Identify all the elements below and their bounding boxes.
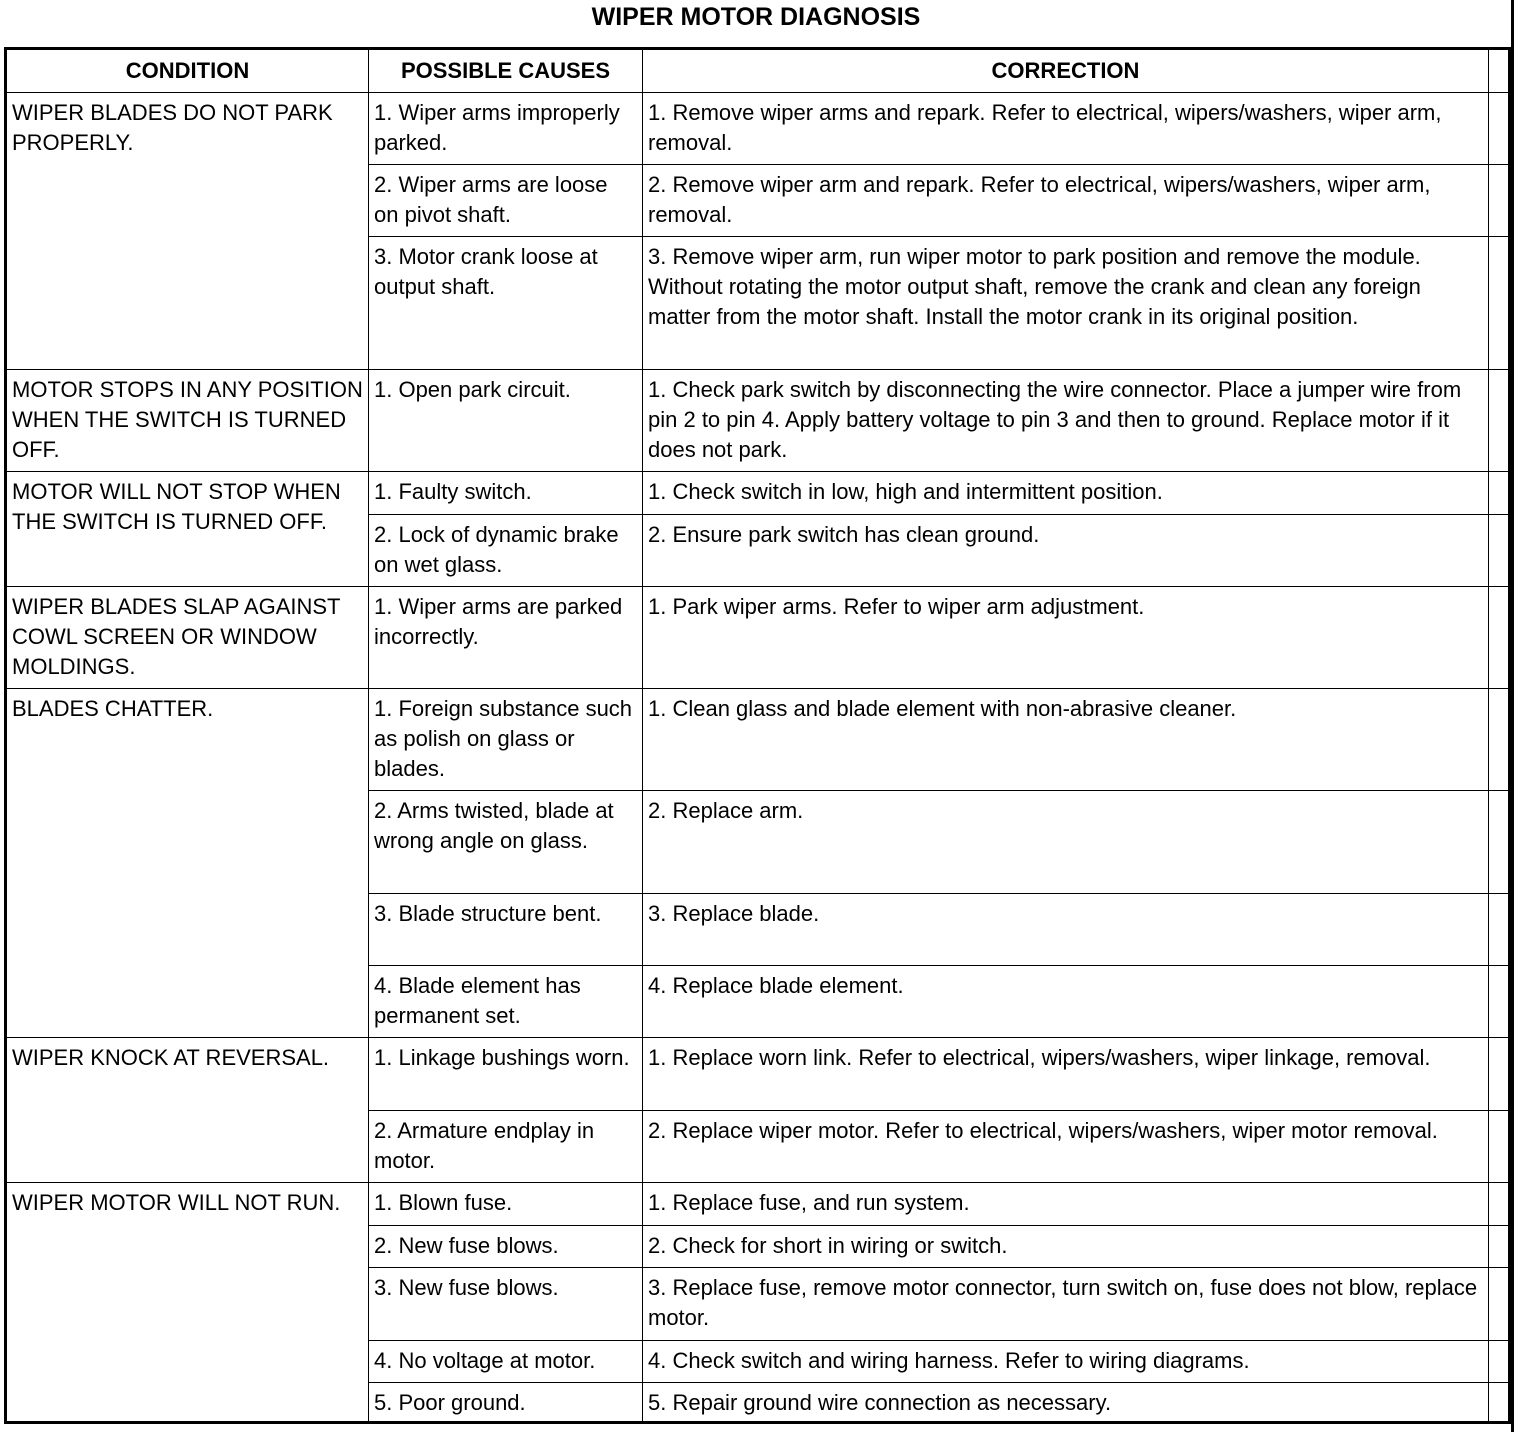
header-row xyxy=(6,49,1510,93)
correction-cell: 2. Replace wiper motor. Refer to electrical, wipers/washers, wiper motor removal. xyxy=(643,1111,1489,1183)
correction-cell: 3. Replace fuse, remove motor connector, turn switch on, fuse does not blow, replace motor. xyxy=(643,1268,1489,1341)
condition-cell: MOTOR STOPS IN ANY POSITION WHEN THE SWITCH IS TURNED OFF. xyxy=(6,370,369,472)
condition-cell: BLADES CHATTER. xyxy=(6,689,369,1038)
blank-cell xyxy=(1489,472,1510,515)
condition-cell: WIPER BLADES SLAP AGAINST COWL SCREEN OR WINDOW MOLDINGS. xyxy=(6,587,369,689)
blank-cell xyxy=(1489,966,1510,1038)
blank-cell xyxy=(1489,515,1510,587)
table-row xyxy=(6,472,1510,515)
blank-cell xyxy=(1489,1038,1510,1111)
header-blank xyxy=(1489,49,1510,93)
blank-cell xyxy=(1489,1183,1510,1226)
header-condition: CONDITION xyxy=(6,49,369,93)
cause-cell: 5. Poor ground. xyxy=(369,1383,643,1423)
table-row xyxy=(6,93,1510,165)
condition-cell: WIPER BLADES DO NOT PARK PROPERLY. xyxy=(6,93,369,370)
cause-cell: 3. Blade structure bent. xyxy=(369,894,643,966)
diagnosis-table xyxy=(4,47,1511,1424)
cause-cell: 1. Faulty switch. xyxy=(369,472,643,515)
correction-cell: 3. Replace blade. xyxy=(643,894,1489,966)
correction-cell: 2. Remove wiper arm and repark. Refer to electrical, wipers/washers, wiper arm, removal. xyxy=(643,165,1489,237)
cause-cell: 3. Motor crank loose at output shaft. xyxy=(369,237,643,370)
correction-cell: 4. Check switch and wiring harness. Refer to wiring diagrams. xyxy=(643,1341,1489,1383)
cause-cell: 1. Linkage bushings worn. xyxy=(369,1038,643,1111)
blank-cell xyxy=(1489,165,1510,237)
cause-cell: 3. New fuse blows. xyxy=(369,1268,643,1341)
correction-cell: 2. Ensure park switch has clean ground. xyxy=(643,515,1489,587)
blank-cell xyxy=(1489,894,1510,966)
blank-cell xyxy=(1489,1383,1510,1423)
correction-cell: 1. Replace worn link. Refer to electrical, wipers/washers, wiper linkage, removal. xyxy=(643,1038,1489,1111)
correction-cell: 1. Remove wiper arms and repark. Refer to electrical, wipers/washers, wiper arm, removal. xyxy=(643,93,1489,165)
blank-cell xyxy=(1489,1341,1510,1383)
cause-cell: 1. Open park circuit. xyxy=(369,370,643,472)
blank-cell xyxy=(1489,1111,1510,1183)
table-row xyxy=(6,370,1510,472)
cause-cell: 2. Armature endplay in motor. xyxy=(369,1111,643,1183)
cause-cell: 1. Foreign substance such as polish on glass or blades. xyxy=(369,689,643,791)
cause-cell: 1. Blown fuse. xyxy=(369,1183,643,1226)
blank-cell xyxy=(1489,370,1510,472)
correction-cell: 3. Remove wiper arm, run wiper motor to park position and remove the module. Without rotating the motor output shaft, remove the crank and clean any foreign matter from the motor shaft. Install the motor crank in its original position. xyxy=(643,237,1489,370)
blank-cell xyxy=(1489,1226,1510,1268)
cause-cell: 2. Wiper arms are loose on pivot shaft. xyxy=(369,165,643,237)
table-row xyxy=(6,1038,1510,1111)
page-title: WIPER MOTOR DIAGNOSIS xyxy=(591,3,921,31)
correction-cell: 1. Park wiper arms. Refer to wiper arm adjustment. xyxy=(643,587,1489,689)
correction-cell: 1. Replace fuse, and run system. xyxy=(643,1183,1489,1226)
blank-cell xyxy=(1489,1268,1510,1341)
cause-cell: 1. Wiper arms improperly parked. xyxy=(369,93,643,165)
cause-cell: 2. Arms twisted, blade at wrong angle on glass. xyxy=(369,791,643,894)
cause-cell: 1. Wiper arms are parked incorrectly. xyxy=(369,587,643,689)
cause-cell: 2. Lock of dynamic brake on wet glass. xyxy=(369,515,643,587)
cause-cell: 2. New fuse blows. xyxy=(369,1226,643,1268)
cause-cell: 4. Blade element has permanent set. xyxy=(369,966,643,1038)
condition-cell: WIPER MOTOR WILL NOT RUN. xyxy=(6,1183,369,1423)
blank-cell xyxy=(1489,237,1510,370)
condition-cell: MOTOR WILL NOT STOP WHEN THE SWITCH IS TURNED OFF. xyxy=(6,472,369,587)
correction-cell: 1. Clean glass and blade element with non-abrasive cleaner. xyxy=(643,689,1489,791)
condition-cell: WIPER KNOCK AT REVERSAL. xyxy=(6,1038,369,1183)
header-causes: POSSIBLE CAUSES xyxy=(369,49,643,93)
blank-cell xyxy=(1489,791,1510,894)
blank-cell xyxy=(1489,93,1510,165)
correction-cell: 1. Check park switch by disconnecting the wire connector. Place a jumper wire from pin 2 to pin 4. Apply battery voltage to pin 3 and then to ground. Replace motor if it does not park. xyxy=(643,370,1489,472)
correction-cell: 5. Repair ground wire connection as necessary. xyxy=(643,1383,1489,1423)
table-row xyxy=(6,587,1510,689)
header-correction: CORRECTION xyxy=(643,49,1489,93)
table-row xyxy=(6,1183,1510,1226)
blank-cell xyxy=(1489,587,1510,689)
correction-cell: 2. Replace arm. xyxy=(643,791,1489,894)
table-row xyxy=(6,689,1510,791)
correction-cell: 2. Check for short in wiring or switch. xyxy=(643,1226,1489,1268)
correction-cell: 4. Replace blade element. xyxy=(643,966,1489,1038)
correction-cell: 1. Check switch in low, high and intermittent position. xyxy=(643,472,1489,515)
blank-cell xyxy=(1489,689,1510,791)
page-edge-line xyxy=(1511,0,1514,1432)
cause-cell: 4. No voltage at motor. xyxy=(369,1341,643,1383)
table-body xyxy=(6,93,1510,1423)
